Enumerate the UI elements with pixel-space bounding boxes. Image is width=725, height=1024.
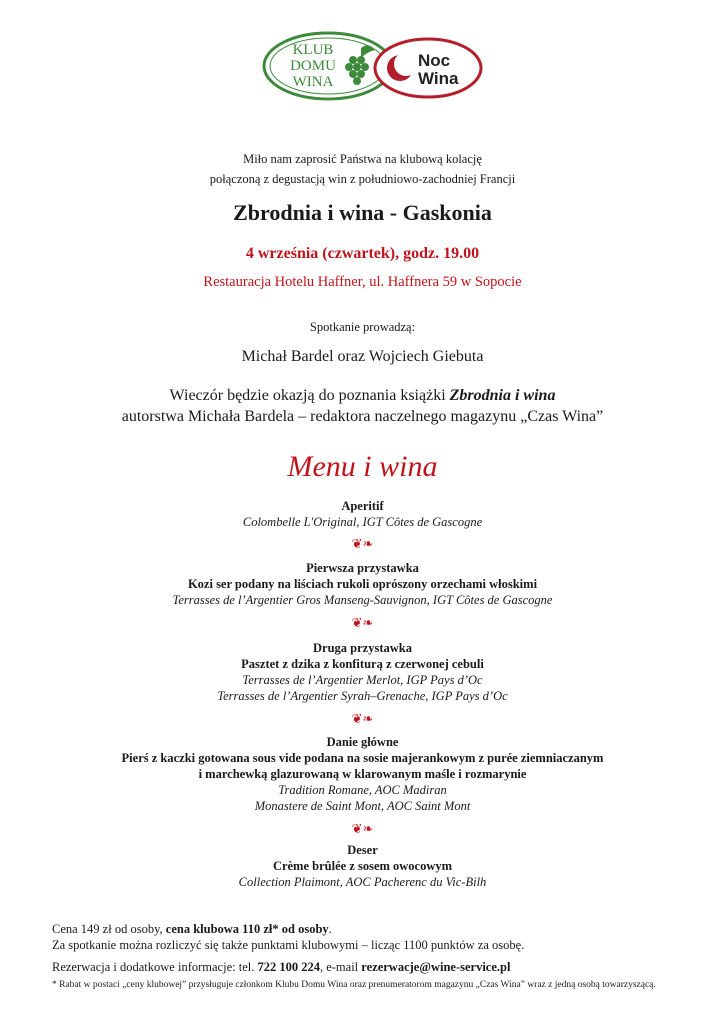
noc-wina-logo	[372, 36, 484, 100]
event-title: Zbrodnia i wina - Gaskonia	[233, 200, 492, 225]
email-link[interactable]: rezerwacje@wine-service.pl	[361, 960, 511, 974]
hosts-label: Spotkanie prowadzą:	[309, 320, 416, 334]
course-name: Danie główne	[326, 735, 399, 749]
wine-line: Terrasses de l’Argentier Merlot, IGP Pays d’Oc	[242, 673, 483, 687]
price-text: Cena 149 zł od osoby,	[52, 922, 166, 936]
course-first-starter	[0, 560, 725, 608]
logo-klub-text: KLUB	[292, 42, 334, 58]
course-name: Deser	[347, 843, 378, 857]
wine-line: Collection Plaimont, AOC Pacherenc du Vic-Bilh	[238, 875, 487, 889]
price-info	[52, 921, 682, 953]
course-name: Aperitif	[341, 499, 384, 513]
points-info: Za spotkanie można rozliczyć się także punktami klubowymi – licząc 1100 punktów za osobę.	[52, 938, 525, 952]
ornament-3: ❦❧	[351, 711, 374, 726]
event-date: 4 września (czwartek), godz. 19.00	[245, 245, 480, 262]
phone-number[interactable]: 722 100 224	[257, 960, 320, 974]
book-title: Zbrodnia i wina	[449, 387, 556, 404]
reservation-info	[52, 959, 682, 975]
course-dessert	[0, 842, 725, 890]
reservation-mid: , e-mail	[319, 960, 362, 974]
wine-line: Terrasses de l’Argentier Gros Manseng-Sauvignon, IGT Côtes de Gascogne	[172, 593, 553, 607]
logo-wina2-text: Wina	[418, 69, 459, 88]
dish-line: Pierś z kaczki gotowana sous vide podana na sosie majerankowym z purée ziemniaczanym	[121, 751, 604, 765]
ornament-2: ❦❧	[351, 615, 374, 630]
dish-line: Crème brûlée z sosem owocowym	[272, 859, 453, 873]
wine-line: Tradition Romane, AOC Madiran	[278, 783, 447, 797]
logo-domu-text: DOMU	[290, 58, 336, 74]
dish-line: i marchewką glazurowaną w klarowanym maśle i rozmarynie	[198, 767, 527, 781]
book-line-1	[0, 385, 725, 406]
ornament-1: ❦❧	[351, 536, 374, 551]
club-price: cena klubowa 110 zł* od osoby	[165, 922, 329, 936]
wine-line: Monastere de Saint Mont, AOC Saint Mont	[254, 799, 471, 813]
ornament-4: ❦❧	[351, 821, 374, 836]
book-line-1-text: Wieczór będzie okazją do poznania książki	[169, 387, 450, 404]
course-second-starter	[0, 640, 725, 704]
hosts: Michał Bardel oraz Wojciech Giebuta	[241, 348, 484, 365]
logo-wina-text: WINA	[292, 74, 334, 90]
wine-line: Colombelle L'Original, IGT Côtes de Gascogne	[242, 515, 483, 529]
price-suffix: .	[328, 922, 332, 936]
logo-noc-text: Noc	[418, 51, 451, 70]
header-logos	[0, 30, 725, 102]
intro-line-2: połączoną z degustacją win z południowo-zachodniej Francji	[209, 172, 516, 186]
course-main	[0, 734, 725, 814]
course-name: Druga przystawka	[313, 641, 412, 655]
reservation-text: Rezerwacja i dodatkowe informacje: tel.	[52, 960, 258, 974]
book-line-2: autorstwa Michała Bardela – redaktora naczelnego magazynu „Czas Wina”	[121, 408, 604, 425]
wine-line: Terrasses de l’Argentier Syrah–Grenache, IGP Pays d’Oc	[217, 689, 508, 703]
book-info	[0, 385, 725, 427]
dish-line: Pasztet z dzika z konfiturą z czerwonej cebuli	[241, 657, 484, 671]
intro	[0, 149, 725, 189]
course-name: Pierwsza przystawka	[306, 561, 419, 575]
dish-line: Kozi ser podany na liściach rukoli oprószony orzechami włoskimi	[187, 577, 538, 591]
course-aperitif	[0, 498, 725, 530]
event-venue: Restauracja Hotelu Haffner, ul. Haffnera 59 w Sopocie	[203, 274, 522, 290]
intro-line-1: Miło nam zaprosić Państwa na klubową kolację	[243, 152, 482, 166]
menu-title: Menu i wina	[287, 450, 438, 483]
footnote: * Rabat w postaci „ceny klubowej” przysługuje członkom Klubu Domu Wina oraz prenumeratorom magazynu „Czas Wina” wraz z jedną osobą towarzyszącą.	[52, 980, 656, 990]
